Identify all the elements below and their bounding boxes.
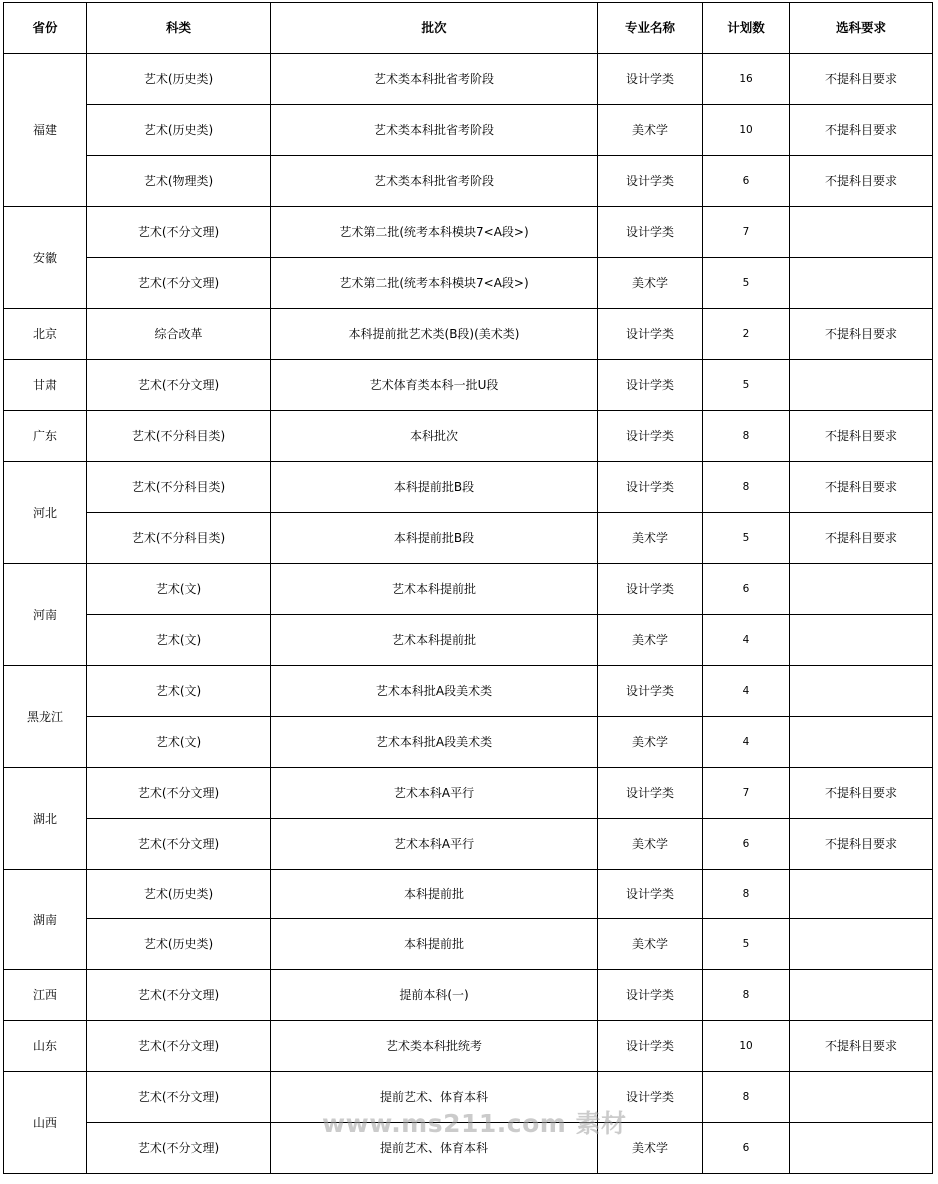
cell-province: 甘肃 — [4, 360, 87, 411]
cell-subject-requirement: 不提科目要求 — [790, 513, 933, 564]
cell-batch: 艺术体育类本科一批U段 — [271, 360, 598, 411]
cell-category: 艺术(历史类) — [87, 105, 271, 156]
cell-major: 设计学类 — [598, 970, 703, 1021]
cell-plan-count: 8 — [703, 1072, 790, 1123]
cell-major: 设计学类 — [598, 768, 703, 819]
cell-major: 美术学 — [598, 105, 703, 156]
cell-category: 艺术(不分文理) — [87, 1123, 271, 1174]
cell-plan-count: 4 — [703, 615, 790, 666]
cell-subject-requirement: 不提科目要求 — [790, 819, 933, 870]
cell-major: 设计学类 — [598, 462, 703, 513]
cell-plan-count: 10 — [703, 105, 790, 156]
cell-subject-requirement: 不提科目要求 — [790, 105, 933, 156]
cell-subject-requirement: 不提科目要求 — [790, 462, 933, 513]
cell-plan-count: 8 — [703, 462, 790, 513]
cell-plan-count: 5 — [703, 360, 790, 411]
table-body — [4, 54, 933, 1174]
cell-category: 艺术(不分文理) — [87, 1072, 271, 1123]
cell-batch: 艺术类本科批省考阶段 — [271, 54, 598, 105]
cell-major: 设计学类 — [598, 1072, 703, 1123]
cell-subject-requirement — [790, 919, 933, 970]
cell-subject-requirement — [790, 1072, 933, 1123]
header-subject-requirement: 选科要求 — [790, 3, 933, 54]
cell-batch: 提前艺术、体育本科 — [271, 1123, 598, 1174]
cell-major: 设计学类 — [598, 666, 703, 717]
header-category: 科类 — [87, 3, 271, 54]
table-row — [4, 1072, 933, 1123]
cell-subject-requirement — [790, 970, 933, 1021]
cell-province: 湖南 — [4, 870, 87, 970]
cell-category: 艺术(不分科目类) — [87, 513, 271, 564]
cell-subject-requirement — [790, 870, 933, 919]
table-row — [4, 819, 933, 870]
cell-subject-requirement: 不提科目要求 — [790, 54, 933, 105]
cell-province: 福建 — [4, 54, 87, 207]
cell-subject-requirement — [790, 258, 933, 309]
table-row — [4, 1021, 933, 1072]
cell-plan-count: 5 — [703, 919, 790, 970]
cell-batch: 提前本科(一) — [271, 970, 598, 1021]
cell-batch: 艺术第二批(统考本科模块7<A段>) — [271, 207, 598, 258]
cell-batch: 艺术本科提前批 — [271, 564, 598, 615]
cell-major: 设计学类 — [598, 207, 703, 258]
cell-major: 美术学 — [598, 258, 703, 309]
cell-batch: 本科提前批 — [271, 870, 598, 919]
table-row — [4, 462, 933, 513]
cell-province: 湖北 — [4, 768, 87, 870]
cell-province: 河南 — [4, 564, 87, 666]
cell-province: 安徽 — [4, 207, 87, 309]
table-row — [4, 870, 933, 919]
cell-subject-requirement: 不提科目要求 — [790, 309, 933, 360]
cell-batch: 艺术类本科批省考阶段 — [271, 156, 598, 207]
cell-major: 美术学 — [598, 819, 703, 870]
cell-category: 艺术(不分文理) — [87, 819, 271, 870]
cell-major: 设计学类 — [598, 564, 703, 615]
cell-major: 美术学 — [598, 1123, 703, 1174]
cell-category: 艺术(历史类) — [87, 919, 271, 970]
cell-batch: 艺术本科批A段美术类 — [271, 717, 598, 768]
cell-batch: 本科提前批B段 — [271, 462, 598, 513]
table-row — [4, 411, 933, 462]
cell-plan-count: 6 — [703, 156, 790, 207]
cell-plan-count: 2 — [703, 309, 790, 360]
cell-subject-requirement — [790, 564, 933, 615]
cell-category: 艺术(不分文理) — [87, 768, 271, 819]
cell-category: 综合改革 — [87, 309, 271, 360]
cell-batch: 本科提前批 — [271, 919, 598, 970]
cell-province: 河北 — [4, 462, 87, 564]
header-province: 省份 — [4, 3, 87, 54]
cell-batch: 本科提前批艺术类(B段)(美术类) — [271, 309, 598, 360]
table-row — [4, 615, 933, 666]
enrollment-plan-table — [3, 2, 933, 1174]
cell-batch: 艺术本科A平行 — [271, 768, 598, 819]
cell-category: 艺术(不分文理) — [87, 970, 271, 1021]
cell-category: 艺术(文) — [87, 717, 271, 768]
cell-subject-requirement: 不提科目要求 — [790, 768, 933, 819]
cell-category: 艺术(历史类) — [87, 870, 271, 919]
cell-category: 艺术(不分文理) — [87, 207, 271, 258]
table-row — [4, 309, 933, 360]
cell-batch: 本科提前批B段 — [271, 513, 598, 564]
table-row — [4, 360, 933, 411]
cell-category: 艺术(文) — [87, 564, 271, 615]
cell-major: 设计学类 — [598, 360, 703, 411]
cell-batch: 艺术本科批A段美术类 — [271, 666, 598, 717]
cell-subject-requirement — [790, 666, 933, 717]
cell-batch: 艺术类本科批省考阶段 — [271, 105, 598, 156]
cell-plan-count: 5 — [703, 258, 790, 309]
cell-major: 设计学类 — [598, 309, 703, 360]
cell-batch: 艺术本科A平行 — [271, 819, 598, 870]
table-row — [4, 513, 933, 564]
header-major: 专业名称 — [598, 3, 703, 54]
cell-plan-count: 6 — [703, 1123, 790, 1174]
cell-province: 江西 — [4, 970, 87, 1021]
cell-major: 设计学类 — [598, 54, 703, 105]
cell-major: 设计学类 — [598, 411, 703, 462]
cell-province: 北京 — [4, 309, 87, 360]
table-row — [4, 970, 933, 1021]
cell-major: 美术学 — [598, 513, 703, 564]
cell-category: 艺术(不分文理) — [87, 258, 271, 309]
table-row — [4, 156, 933, 207]
cell-batch: 艺术类本科批统考 — [271, 1021, 598, 1072]
cell-subject-requirement — [790, 207, 933, 258]
cell-plan-count: 8 — [703, 870, 790, 919]
cell-plan-count: 10 — [703, 1021, 790, 1072]
cell-batch: 艺术本科提前批 — [271, 615, 598, 666]
watermark: www.ms211.com 素材 — [322, 1109, 627, 1138]
cell-subject-requirement — [790, 717, 933, 768]
cell-major: 美术学 — [598, 717, 703, 768]
cell-subject-requirement — [790, 360, 933, 411]
table-row — [4, 1123, 933, 1174]
cell-category: 艺术(文) — [87, 666, 271, 717]
header-batch: 批次 — [271, 3, 598, 54]
cell-subject-requirement — [790, 615, 933, 666]
cell-category: 艺术(不分文理) — [87, 360, 271, 411]
header-plan-count: 计划数 — [703, 3, 790, 54]
cell-category: 艺术(不分科目类) — [87, 411, 271, 462]
cell-province: 广东 — [4, 411, 87, 462]
cell-plan-count: 5 — [703, 513, 790, 564]
cell-province: 山西 — [4, 1072, 87, 1174]
cell-plan-count: 7 — [703, 768, 790, 819]
cell-major: 设计学类 — [598, 870, 703, 919]
cell-plan-count: 4 — [703, 666, 790, 717]
cell-major: 设计学类 — [598, 1021, 703, 1072]
cell-subject-requirement — [790, 1123, 933, 1174]
cell-subject-requirement: 不提科目要求 — [790, 411, 933, 462]
cell-plan-count: 8 — [703, 411, 790, 462]
cell-category: 艺术(历史类) — [87, 54, 271, 105]
cell-subject-requirement: 不提科目要求 — [790, 1021, 933, 1072]
table-header-row — [4, 3, 933, 54]
cell-province: 山东 — [4, 1021, 87, 1072]
table-row — [4, 717, 933, 768]
cell-plan-count: 4 — [703, 717, 790, 768]
cell-subject-requirement: 不提科目要求 — [790, 156, 933, 207]
cell-category: 艺术(不分科目类) — [87, 462, 271, 513]
table-row — [4, 666, 933, 717]
table-row — [4, 54, 933, 105]
cell-plan-count: 6 — [703, 819, 790, 870]
table-row — [4, 105, 933, 156]
cell-province: 黑龙江 — [4, 666, 87, 768]
cell-plan-count: 6 — [703, 564, 790, 615]
table-row — [4, 207, 933, 258]
table-row — [4, 919, 933, 970]
table-row — [4, 258, 933, 309]
cell-major: 设计学类 — [598, 156, 703, 207]
cell-plan-count: 7 — [703, 207, 790, 258]
cell-plan-count: 8 — [703, 970, 790, 1021]
table-row — [4, 768, 933, 819]
cell-category: 艺术(物理类) — [87, 156, 271, 207]
cell-major: 美术学 — [598, 919, 703, 970]
cell-batch: 提前艺术、体育本科 — [271, 1072, 598, 1123]
cell-batch: 本科批次 — [271, 411, 598, 462]
cell-category: 艺术(不分文理) — [87, 1021, 271, 1072]
cell-category: 艺术(文) — [87, 615, 271, 666]
cell-batch: 艺术第二批(统考本科模块7<A段>) — [271, 258, 598, 309]
table-row — [4, 564, 933, 615]
cell-major: 美术学 — [598, 615, 703, 666]
cell-plan-count: 16 — [703, 54, 790, 105]
